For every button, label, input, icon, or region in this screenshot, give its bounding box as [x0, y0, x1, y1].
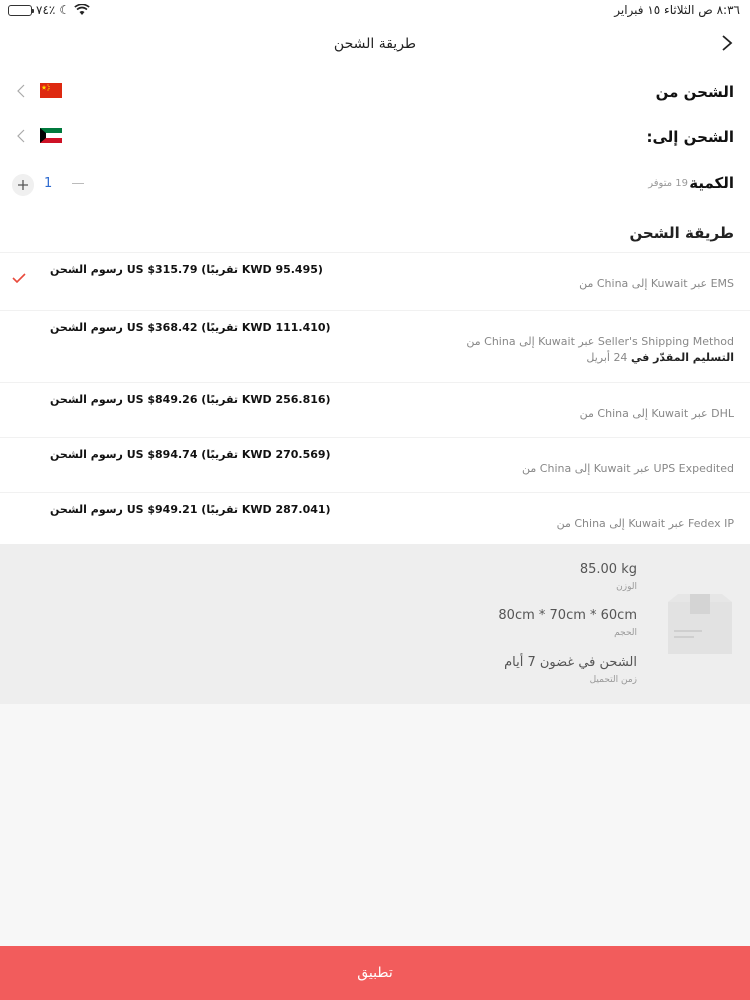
shipping-route: من China إلى Kuwait عبر Fedex IP: [556, 517, 734, 530]
shipping-fee: رسوم الشحن US $849.26 (تقريبًا KWD 256.816): [50, 393, 331, 406]
ship-to-label: الشحن إلى:: [646, 128, 734, 146]
handling-time-value: الشحن في غضون 7 أيام: [504, 655, 637, 670]
page-title: طريقة الشحن: [333, 36, 417, 52]
checkmark-icon: [12, 273, 26, 283]
shipping-option-seller[interactable]: [0, 310, 750, 382]
status-bar: [0, 0, 750, 22]
available-stock: 19 متوفر: [648, 178, 688, 189]
quantity-label: الكمية: [689, 174, 734, 192]
ship-from-label: الشحن من: [655, 83, 734, 101]
delivery-estimate-date: 24 أبريل: [586, 351, 628, 364]
shipping-option-ems[interactable]: [0, 252, 750, 310]
wifi-icon: [74, 4, 90, 16]
shipping-fee: رسوم الشحن US $315.79 (تقريبًا KWD 95.495): [50, 263, 323, 276]
size-label: الحجم: [614, 628, 637, 638]
package-box-icon: [664, 592, 736, 656]
shipping-route: من China إلى Kuwait عبر DHL: [579, 407, 734, 420]
quantity-increase-button[interactable]: [12, 174, 34, 196]
shipping-fee: رسوم الشحن US $949.21 (تقريبًا KWD 287.041): [50, 503, 331, 516]
shipping-setup: [0, 68, 750, 210]
battery-icon: [8, 5, 32, 16]
size-value: 80cm * 70cm * 60cm: [498, 608, 637, 623]
navigation-bar: [0, 22, 750, 68]
shipping-fee: رسوم الشحن US $894.74 (تقريبًا KWD 270.569): [50, 448, 331, 461]
package-info: [0, 544, 750, 704]
apply-button[interactable]: تطبيق: [0, 946, 750, 1000]
shipping-methods-title: طريقة الشحن: [629, 224, 734, 242]
chevron-left-icon: [14, 129, 28, 143]
shipping-option-ups[interactable]: [0, 437, 750, 492]
delivery-estimate: [586, 351, 734, 364]
weight-value: 85.00 kg: [579, 562, 637, 577]
kuwait-flag-icon: [40, 128, 62, 143]
weight-label: الوزن: [616, 582, 637, 592]
shipping-option-fedex[interactable]: [0, 492, 750, 544]
moon-icon: ☾: [59, 3, 71, 17]
shipping-route: من China إلى Kuwait عبر EMS: [579, 277, 734, 290]
shipping-route: من China إلى Kuwait عبر UPS Expedited: [522, 462, 734, 475]
quantity-decrease-button[interactable]: [72, 183, 84, 184]
back-chevron-icon[interactable]: [714, 30, 740, 56]
battery-percent: ٧٤٪: [36, 3, 56, 17]
quantity-value[interactable]: 1: [44, 176, 53, 191]
handling-time-label: زمن التحميل: [589, 675, 637, 685]
chevron-left-icon: [14, 84, 28, 98]
china-flag-icon: [40, 83, 62, 98]
clock-date: ٨:٣٦ ص الثلاثاء ١٥ فبراير: [614, 3, 740, 17]
shipping-route: من China إلى Kuwait عبر Seller's Shipping Method: [466, 335, 734, 348]
delivery-estimate-prefix: التسليم المقدّر في: [630, 351, 734, 364]
shipping-fee: رسوم الشحن US $368.42 (تقريبًا KWD 111.410): [50, 321, 331, 334]
shipping-option-dhl[interactable]: [0, 382, 750, 437]
